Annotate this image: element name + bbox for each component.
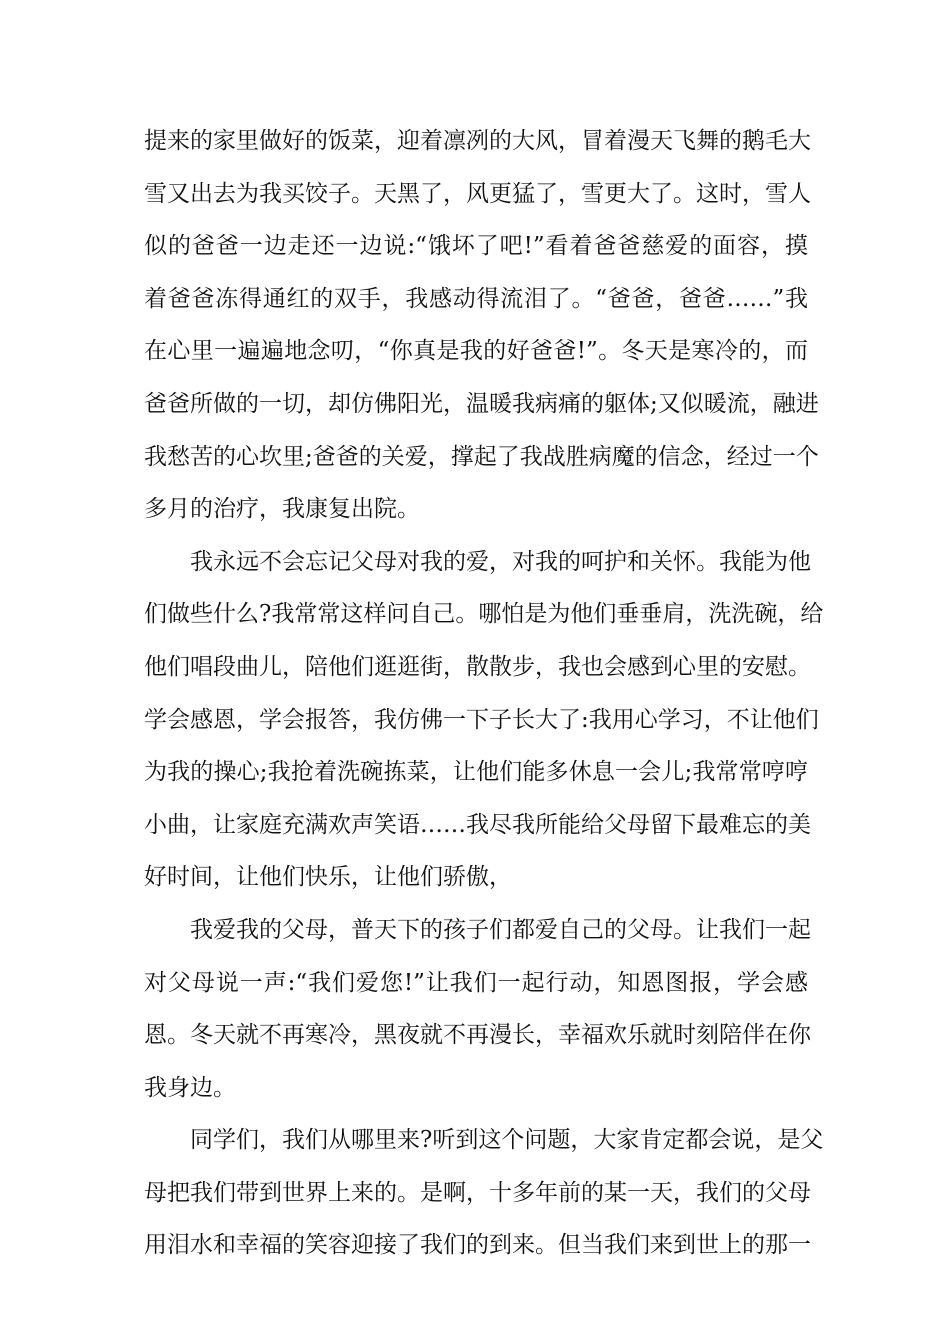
text-line: 我愁苦的心坎里;爸爸的关爱，撑起了我战胜病魔的信念，经过一个: [144, 443, 819, 470]
text-line: 在心里一遍遍地念叨，“你真是我的好爸爸!”。冬天是寒冷的，而: [144, 338, 808, 365]
text-line: 恩。冬天就不再寒冷，黑夜就不再漫长，幸福欢乐就时刻陪伴在你: [144, 1022, 811, 1049]
document-body: [144, 127, 824, 1284]
text-line: 他们唱段曲儿，陪他们逛逛街，散散步，我也会感到心里的安慰。: [144, 653, 811, 680]
text-line: 我身边。: [144, 1074, 236, 1101]
paragraph: [144, 548, 824, 916]
text-line: 我永远不会忘记父母对我的爱，对我的呵护和关怀。我能为他: [190, 548, 811, 575]
paragraph: [144, 127, 819, 548]
paragraph: [144, 1126, 824, 1284]
text-line: 似的爸爸一边走还一边说:“饿坏了吧!”看着爸爸慈爱的面容，摸: [144, 233, 808, 260]
text-line: 雪又出去为我买饺子。天黑了，风更猛了，雪更大了。这时，雪人: [144, 180, 811, 207]
text-line: 我爱我的父母，普天下的孩子们都爱自己的父母。让我们一起: [190, 916, 811, 943]
text-line: 对父母说一声:“我们爱您!”让我们一起行动，知恩图报，学会感: [144, 969, 808, 996]
text-line: 好时间，让他们快乐，让他们骄傲，: [144, 864, 512, 891]
text-line: 爸爸所做的一切，却仿佛阳光，温暖我病痛的躯体;又似暖流，融进: [144, 390, 819, 417]
text-line: 为我的操心;我抢着洗碗拣菜，让他们能多休息一会儿;我常常哼哼: [144, 759, 808, 786]
paragraph: [144, 916, 811, 1126]
text-line: 小曲，让家庭充满欢声笑语……我尽我所能给父母留下最难忘的美: [144, 811, 811, 838]
text-line: 多月的治疗，我康复出院。: [144, 496, 420, 523]
text-line: 学会感恩，学会报答，我仿佛一下子长大了:我用心学习，不让他们: [144, 706, 819, 733]
text-line: 着爸爸冻得通红的双手，我感动得流泪了。“爸爸，爸爸……”我: [144, 285, 808, 312]
text-line: 用泪水和幸福的笑容迎接了我们的到来。但当我们来到世上的那一: [144, 1232, 811, 1259]
text-line: 们做些什么?我常常这样问自己。哪怕是为他们垂垂肩，洗洗碗，给: [144, 601, 824, 628]
text-line: 提来的家里做好的饭菜，迎着凛冽的大风，冒着漫天飞舞的鹅毛大: [144, 128, 811, 154]
text-line: 母把我们带到世界上来的。是啊，十多年前的某一天，我们的父母: [144, 1179, 811, 1206]
text-line: 同学们，我们从哪里来?听到这个问题，大家肯定都会说，是父: [190, 1127, 824, 1154]
